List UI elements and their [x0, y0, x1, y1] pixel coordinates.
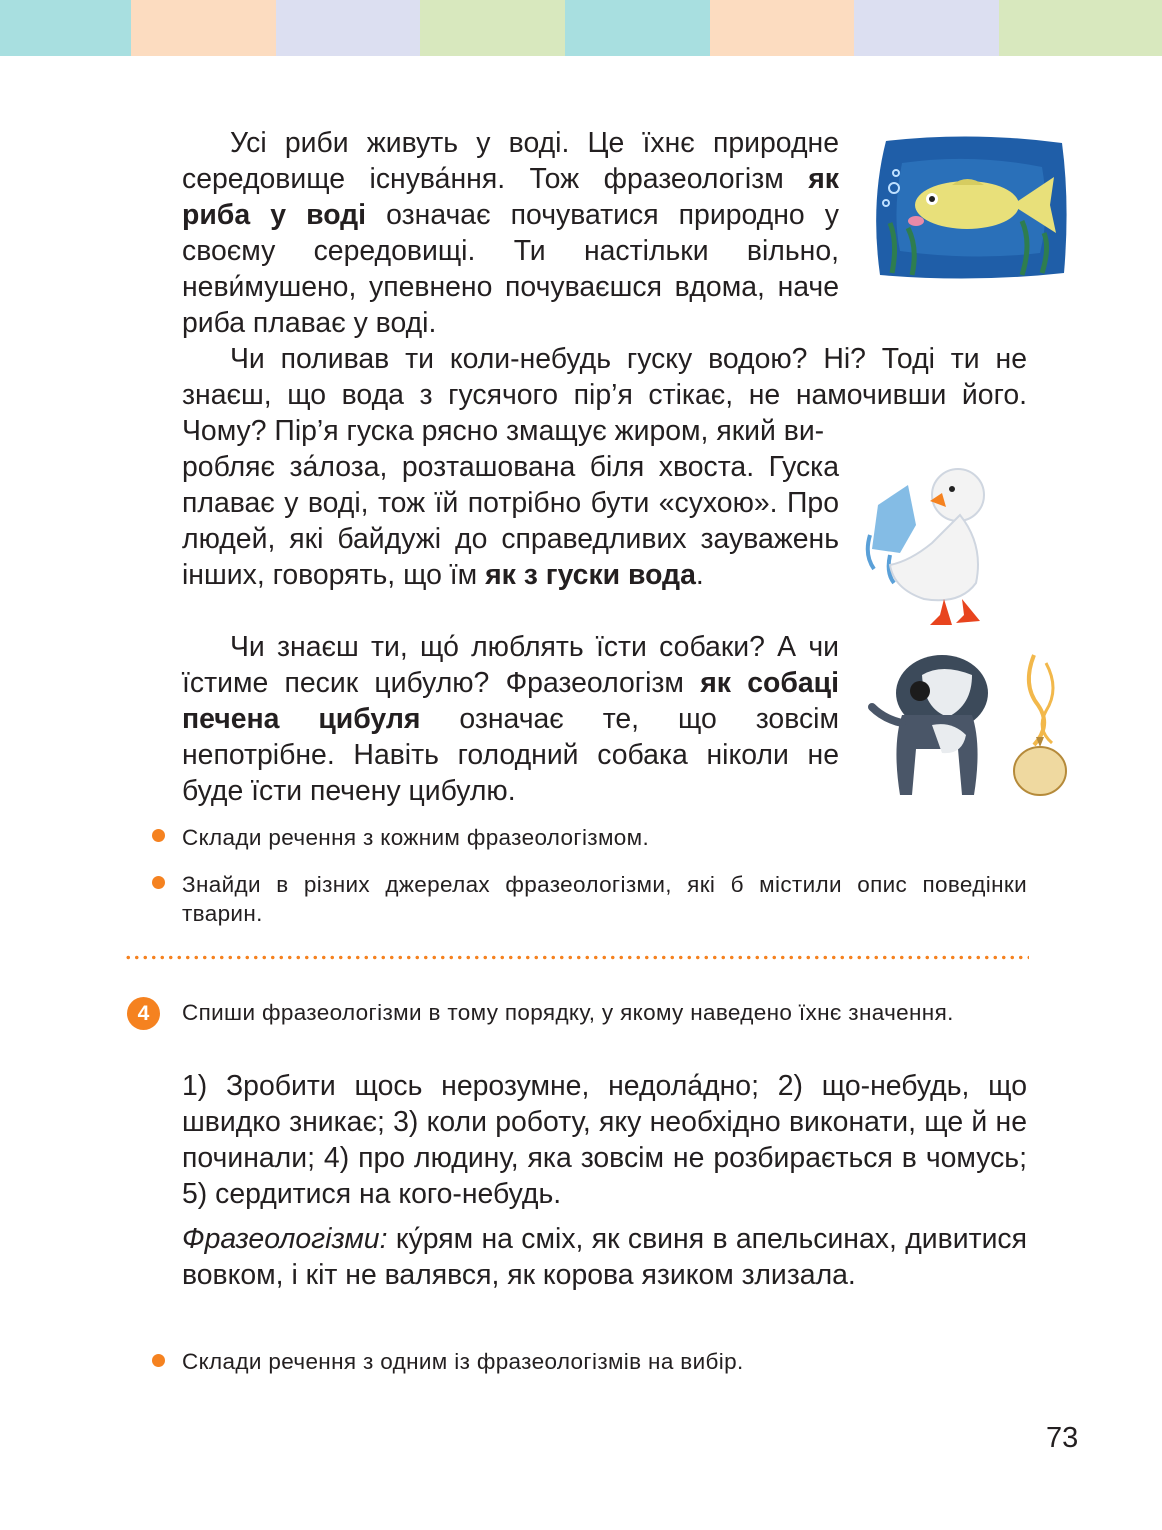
exercise-meanings: [182, 1068, 1027, 1212]
idiom-bold: як собаці печена цибуля: [182, 667, 839, 735]
exercise-phrases: [182, 1221, 1027, 1293]
header-segment: [565, 0, 710, 56]
paragraph-goose-intro: [182, 341, 1027, 449]
phrases-label: Фразеологізми:: [182, 1223, 388, 1255]
idiom-bold: як з гуски вода: [485, 559, 696, 591]
bullet-marker: [152, 829, 165, 842]
paragraph-text: Чи поливав ти коли-небудь гуску водою? Ні? Тоді ти не знаєш, що вода з гусячого пір’я стікає, не намочивши його. Чому? Пір’я гуска рясно змащує жиром, який ви-: [182, 343, 1027, 447]
header-segment: [131, 0, 276, 56]
header-segment: [276, 0, 420, 56]
bullet-marker: [152, 1354, 165, 1367]
header-segment: [854, 0, 999, 56]
paragraph-text: .: [695, 559, 704, 591]
paragraph-text: означає почуватися природно у своєму середовищі. Ти настільки вільно, неви́мушено, упевнено почуваєшся вдома, наче риба плаває у воді.: [182, 199, 839, 339]
exercise-instruction: Спиши фразеологізми в тому порядку, у якому наведено їхнє значення.: [182, 1000, 954, 1025]
paragraph-goose: [182, 449, 839, 593]
bullet-marker: [152, 876, 165, 889]
paragraph-text: Усі риби живуть у воді. Це їхнє природне середовище існува́ння. Тож фразеологізм: [182, 127, 839, 195]
dog-with-onion-illustration: [862, 645, 1072, 800]
task-bullet-2: Знайди в різних джерелах фразеологізми, які б містили опис поведінки тварин.: [182, 872, 1027, 926]
paragraph-text: Чи знаєш ти, що́ люблять їсти собаки? А чи їстиме песик цибулю? Фразеологізм: [182, 631, 839, 699]
header-segment: [999, 0, 1162, 56]
exercise-bullet: Склади речення з одним із фразеологізмів на вибір.: [182, 1349, 744, 1374]
paragraph-fish: [182, 125, 839, 341]
paragraph-text: означає те, що зовсім непотрібне. Навіть голодний собака ніколи не буде їсти печену цибулю.: [182, 703, 839, 807]
fish-in-water-illustration: [872, 133, 1070, 281]
header-segment: [710, 0, 854, 56]
dotted-divider: [124, 955, 1029, 960]
goose-illustration: [860, 465, 1000, 631]
paragraph-dog: [182, 629, 839, 809]
phrases-text: ку́рям на сміх, як свиня в апельсинах, дивитися вовком, і кіт не валявся, як корова язиком злизала.: [182, 1223, 1027, 1291]
task-bullet-1: Склади речення з кожним фразеологізмом.: [182, 825, 650, 850]
exercise-number-badge: 4: [127, 997, 160, 1030]
page-number: 73: [1046, 1422, 1079, 1454]
meanings-text: 1) Зробити щось нерозумне, недола́дно; 2) що-небудь, що швидко зникає; 3) коли роботу, яку необхідно виконати, ще й не починали; 4) про людину, яка зовсім не розбирається в чомусь; 5) сердитися на кого-небудь.: [182, 1070, 1027, 1210]
header-segment: [420, 0, 565, 56]
idiom-bold: як риба у воді: [182, 163, 839, 231]
header-segment: [0, 0, 131, 56]
header-color-strip: [0, 0, 1162, 56]
paragraph-text: робляє за́лоза, розташована біля хвоста. Гуска плаває у воді, тож їй потрібно бути «сухою». Про людей, які байдужі до справедливих зауважень інших, говорять, що їм: [182, 451, 839, 591]
